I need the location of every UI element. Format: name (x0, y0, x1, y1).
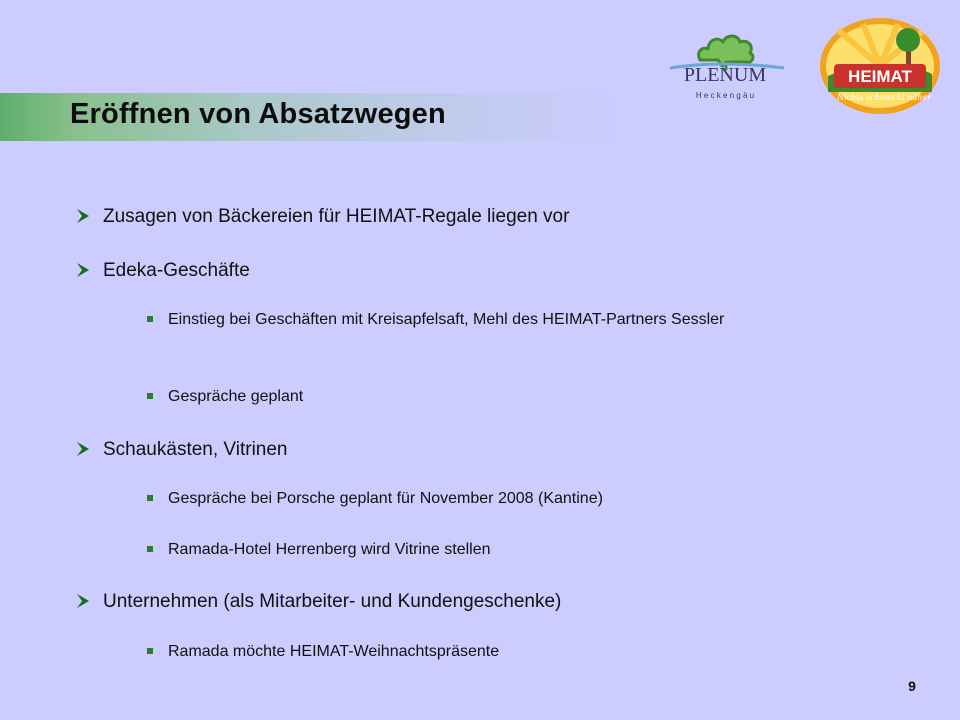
bullet-item (103, 260, 250, 282)
svg-text:Nichts schmeckt näher: Nichts schmeckt näher (837, 93, 931, 102)
arrow-bullet-icon (74, 261, 92, 279)
sub-bullet-text: Einstieg bei Geschäften mit Kreisapfelsaft, Mehl des HEIMAT-Partners Sessler (168, 311, 725, 328)
svg-text:H e c k e n g ä u: H e c k e n g ä u (695, 91, 755, 100)
square-bullet-icon (147, 648, 153, 654)
square-bullet-icon (147, 546, 153, 552)
sub-bullet-text: Gespräche bei Porsche geplant für November 2008 (Kantine) (168, 490, 603, 507)
bullet-text: Unternehmen (als Mitarbeiter- und Kundengeschenke) (103, 591, 562, 612)
slide-title: Eröffnen von Absatzwegen (70, 98, 446, 130)
bullet-text: Zusagen von Bäckereien für HEIMAT-Regale liegen vor (103, 206, 570, 227)
bullet-item (103, 439, 288, 461)
square-bullet-icon (147, 393, 153, 399)
arrow-bullet-icon (74, 207, 92, 225)
svg-text:HEIMAT: HEIMAT (848, 67, 912, 86)
page-number: 9 (908, 678, 916, 694)
sub-bullet-text: Ramada-Hotel Herrenberg wird Vitrine stellen (168, 541, 491, 558)
sub-bullet-item (168, 487, 848, 510)
square-bullet-icon (147, 316, 153, 322)
arrow-bullet-icon (74, 440, 92, 458)
bullet-item (103, 206, 569, 228)
sub-bullet-item (168, 640, 848, 663)
sub-bullet-item (168, 538, 848, 561)
bullet-text: Edeka-Geschäfte (103, 260, 250, 281)
svg-text:PLENUM: PLENUM (683, 64, 767, 86)
sub-bullet-item (168, 385, 848, 408)
sub-bullet-text: Ramada möchte HEIMAT-Weihnachtspräsente (168, 643, 500, 660)
sub-bullet-item (168, 308, 848, 331)
sub-bullet-text: Gespräche geplant (168, 388, 304, 405)
arrow-bullet-icon (74, 592, 92, 610)
bullet-item (103, 591, 561, 613)
square-bullet-icon (147, 495, 153, 501)
bullet-text: Schaukästen, Vitrinen (103, 439, 288, 460)
